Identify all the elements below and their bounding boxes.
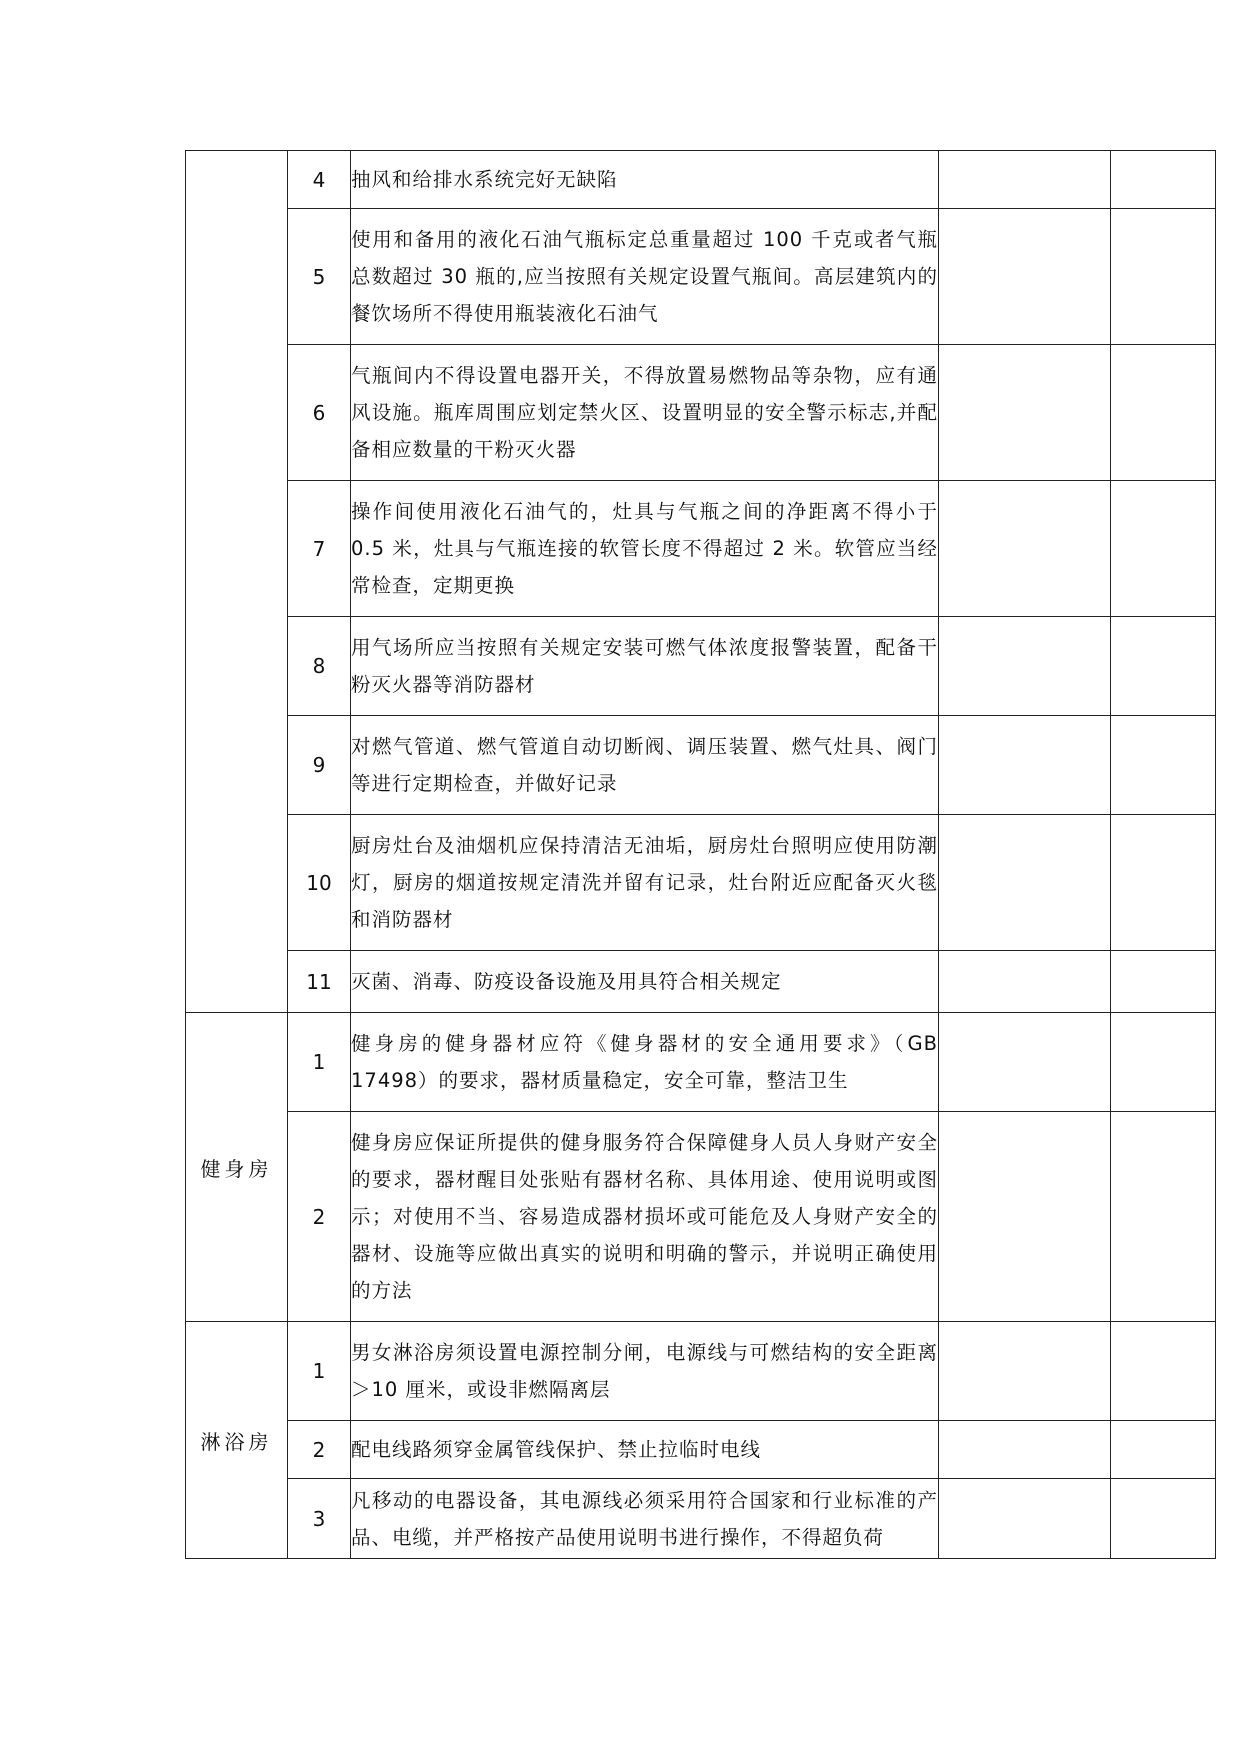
item-text: 厨房灶台及油烟机应保持清洁无油垢，厨房灶台照明应使用防潮灯，厨房的烟道按规定清洗并留有记录，灶台附近应配备灭火毯和消防器材: [351, 815, 939, 951]
item-text: 灭菌、消毒、防疫设备设施及用具符合相关规定: [351, 951, 939, 1013]
item-number: 5: [288, 209, 351, 345]
remark-cell[interactable]: [1111, 1421, 1216, 1479]
remark-cell[interactable]: [1111, 951, 1216, 1013]
item-text: 抽风和给排水系统完好无缺陷: [351, 151, 939, 209]
table-row: [186, 209, 1216, 345]
table-row: [186, 815, 1216, 951]
item-number: 2: [288, 1421, 351, 1479]
item-number: 3: [288, 1479, 351, 1559]
area-cell: [186, 151, 288, 1013]
table-row: [186, 151, 1216, 209]
table-row: [186, 1479, 1216, 1559]
remark-cell[interactable]: [1111, 345, 1216, 481]
check-result-cell[interactable]: [939, 1013, 1111, 1112]
item-number: 4: [288, 151, 351, 209]
check-result-cell[interactable]: [939, 1479, 1111, 1559]
table-row: [186, 716, 1216, 815]
check-result-cell[interactable]: [939, 151, 1111, 209]
check-result-cell[interactable]: [939, 815, 1111, 951]
check-result-cell[interactable]: [939, 716, 1111, 815]
item-text: 气瓶间内不得设置电器开关，不得放置易燃物品等杂物，应有通风设施。瓶库周围应划定禁火区、设置明显的安全警示标志,并配备相应数量的干粉灭火器: [351, 345, 939, 481]
item-text: 对燃气管道、燃气管道自动切断阀、调压装置、燃气灶具、阀门等进行定期检查，并做好记录: [351, 716, 939, 815]
item-text: 操作间使用液化石油气的，灶具与气瓶之间的净距离不得小于0.5 米，灶具与气瓶连接的软管长度不得超过 2 米。软管应当经常检查，定期更换: [351, 481, 939, 617]
item-text: 用气场所应当按照有关规定安装可燃气体浓度报警装置，配备干粉灭火器等消防器材: [351, 617, 939, 716]
table-row: [186, 345, 1216, 481]
table-row: [186, 1013, 1216, 1112]
item-text: 健身房的健身器材应符《健身器材的安全通用要求》（GB 17498）的要求，器材质量稳定，安全可靠，整洁卫生: [351, 1013, 939, 1112]
table-row: [186, 1112, 1216, 1322]
item-number: 8: [288, 617, 351, 716]
table-row: [186, 1421, 1216, 1479]
table-row: [186, 1322, 1216, 1421]
item-number: 1: [288, 1013, 351, 1112]
item-text: 使用和备用的液化石油气瓶标定总重量超过 100 千克或者气瓶总数超过 30 瓶的,应当按照有关规定设置气瓶间。高层建筑内的餐饮场所不得使用瓶装液化石油气: [351, 209, 939, 345]
table-row: [186, 951, 1216, 1013]
check-result-cell[interactable]: [939, 1421, 1111, 1479]
check-result-cell[interactable]: [939, 1112, 1111, 1322]
item-number: 7: [288, 481, 351, 617]
table-row: [186, 481, 1216, 617]
item-text: 健身房应保证所提供的健身服务符合保障健身人员人身财产安全的要求，器材醒目处张贴有器材名称、具体用途、使用说明或图示；对使用不当、容易造成器材损坏或可能危及人身财产安全的器材、设施等应做出真实的说明和明确的警示，并说明正确使用的方法: [351, 1112, 939, 1322]
check-result-cell[interactable]: [939, 951, 1111, 1013]
item-number: 6: [288, 345, 351, 481]
inspection-checklist-table: [185, 150, 1216, 1559]
remark-cell[interactable]: [1111, 1112, 1216, 1322]
item-text: 凡移动的电器设备，其电源线必须采用符合国家和行业标准的产品、电缆，并严格按产品使用说明书进行操作，不得超负荷: [351, 1479, 939, 1559]
area-cell-shower: 淋浴房: [186, 1322, 288, 1559]
remark-cell[interactable]: [1111, 481, 1216, 617]
area-cell-gym: 健身房: [186, 1013, 288, 1322]
item-number: 11: [288, 951, 351, 1013]
item-text: 男女淋浴房须设置电源控制分闸，电源线与可燃结构的安全距离＞10 厘米，或设非燃隔离层: [351, 1322, 939, 1421]
check-result-cell[interactable]: [939, 209, 1111, 345]
item-text: 配电线路须穿金属管线保护、禁止拉临时电线: [351, 1421, 939, 1479]
remark-cell[interactable]: [1111, 1322, 1216, 1421]
remark-cell[interactable]: [1111, 617, 1216, 716]
check-result-cell[interactable]: [939, 617, 1111, 716]
remark-cell[interactable]: [1111, 1479, 1216, 1559]
table-row: [186, 617, 1216, 716]
remark-cell[interactable]: [1111, 1013, 1216, 1112]
check-result-cell[interactable]: [939, 345, 1111, 481]
item-number: 9: [288, 716, 351, 815]
item-number: 1: [288, 1322, 351, 1421]
remark-cell[interactable]: [1111, 716, 1216, 815]
check-result-cell[interactable]: [939, 481, 1111, 617]
remark-cell[interactable]: [1111, 815, 1216, 951]
item-number: 10: [288, 815, 351, 951]
check-result-cell[interactable]: [939, 1322, 1111, 1421]
remark-cell[interactable]: [1111, 209, 1216, 345]
item-number: 2: [288, 1112, 351, 1322]
remark-cell[interactable]: [1111, 151, 1216, 209]
